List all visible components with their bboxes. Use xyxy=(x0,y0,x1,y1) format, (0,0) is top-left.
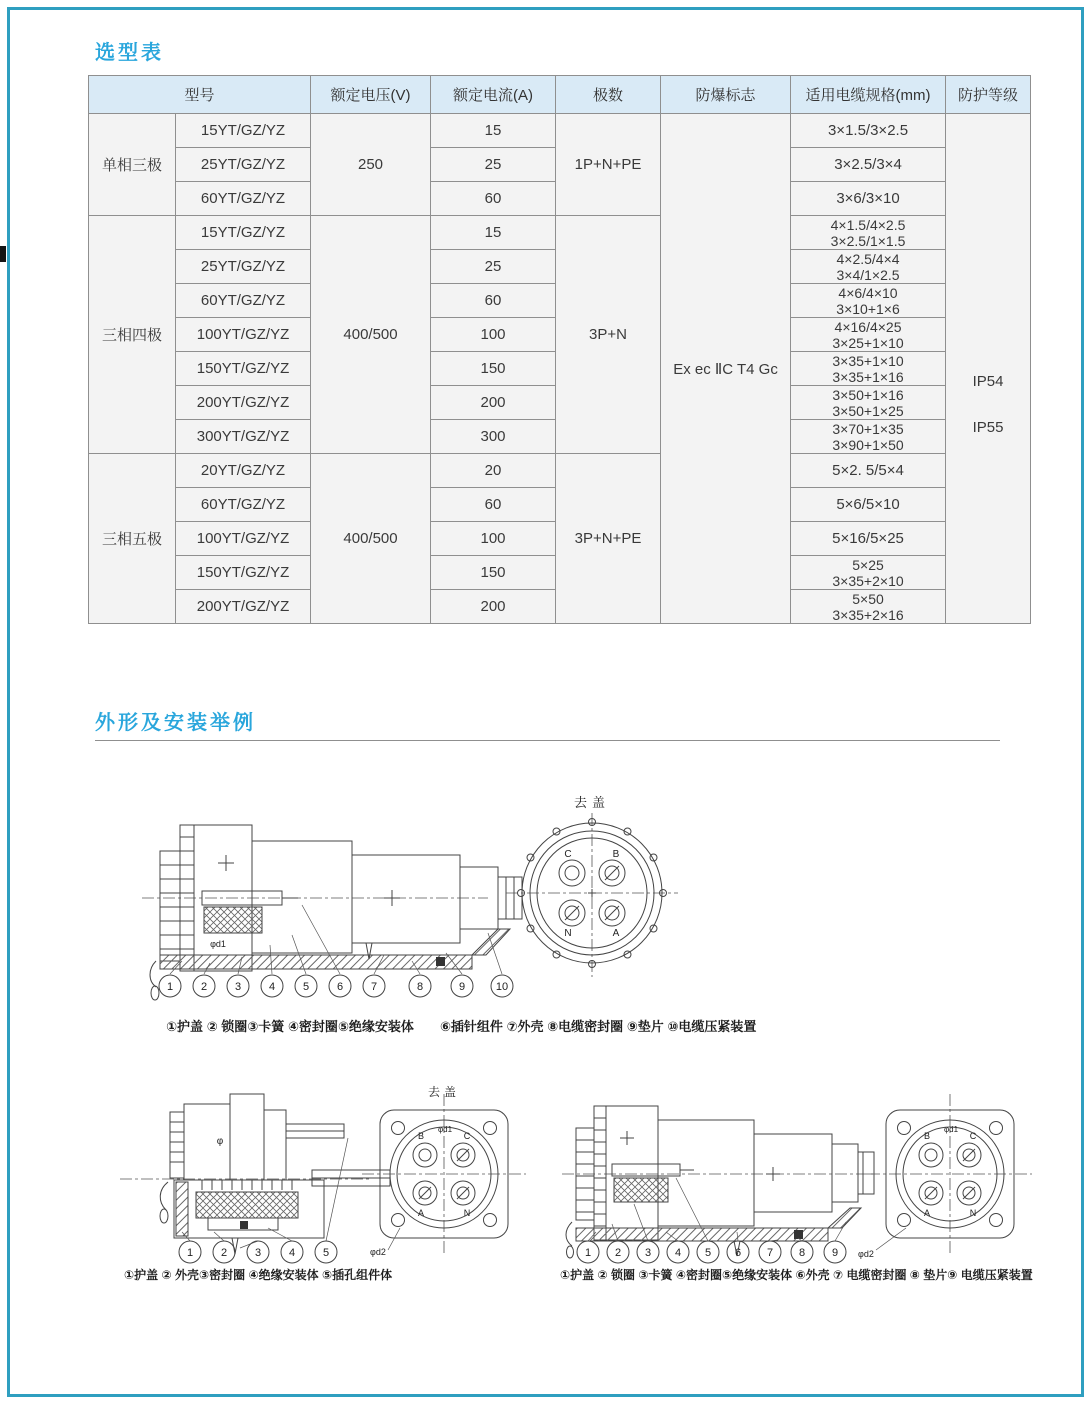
cell-cable: 4×2.5/4×4 3×4/1×2.5 xyxy=(791,250,946,284)
col-header-voltage: 额定电压(V) xyxy=(311,76,431,114)
cell-current: 60 xyxy=(431,488,556,522)
cover-removed-label: 去盖 xyxy=(427,1085,461,1099)
side-view-outline xyxy=(120,1094,390,1254)
figure-plug-cross-section xyxy=(140,793,680,1008)
callout-7: 7 xyxy=(766,1247,774,1259)
edge-binding-mark xyxy=(0,246,6,262)
cell-current: 300 xyxy=(431,420,556,454)
cell-ex-mark: Ex ec ⅡC T4 Gc xyxy=(661,114,791,624)
callout-3: 3 xyxy=(234,981,242,993)
col-header-current: 额定电流(A) xyxy=(431,76,556,114)
callout-1: 1 xyxy=(166,981,174,993)
col-header-model: 型号 xyxy=(89,76,311,114)
cell-model: 300YT/GZ/YZ xyxy=(176,420,311,454)
cell-cable: 3×70+1×35 3×90+1×50 xyxy=(791,420,946,454)
cell-model: 25YT/GZ/YZ xyxy=(176,148,311,182)
callout-2: 2 xyxy=(220,1247,228,1259)
cell-model: 15YT/GZ/YZ xyxy=(176,114,311,148)
callout-2: 2 xyxy=(614,1247,622,1259)
pin-label-n: N xyxy=(463,1208,471,1218)
cell-model: 150YT/GZ/YZ xyxy=(176,352,311,386)
table-row xyxy=(89,114,1031,148)
callout-9: 9 xyxy=(458,981,466,993)
callout-1: 1 xyxy=(584,1247,592,1259)
callouts xyxy=(179,1241,337,1263)
side-view-outline xyxy=(142,825,522,1000)
cell-current: 100 xyxy=(431,318,556,352)
figure-plug2-cross-section xyxy=(558,1082,1033,1267)
cell-current: 200 xyxy=(431,386,556,420)
figure-socket-cross-section xyxy=(112,1082,542,1267)
pin-label-b: B xyxy=(923,1131,931,1141)
cell-current: 150 xyxy=(431,556,556,590)
cell-current: 150 xyxy=(431,352,556,386)
cell-cable: 5×6/5×10 xyxy=(791,488,946,522)
figure1-caption: ①护盖 ② 锁圈③卡簧 ④密封圈⑤绝缘安装体 ⑥插针组件 ⑦外壳 ⑧电缆密封圈 ⑨垫片 ⑩电缆压紧装置 xyxy=(166,1019,757,1034)
cell-model: 100YT/GZ/YZ xyxy=(176,522,311,556)
protection-ip54: IP54 xyxy=(972,373,1004,390)
section-title-outline-examples: 外形及安装举例 xyxy=(95,712,256,734)
callout-5: 5 xyxy=(704,1247,712,1259)
cell-poles: 3P+N+PE xyxy=(556,454,661,624)
cell-cable: 4×16/4×25 3×25+1×10 xyxy=(791,318,946,352)
cell-cable: 3×35+1×10 3×35+1×16 xyxy=(791,352,946,386)
col-header-protection: 防护等级 xyxy=(946,76,1031,114)
cell-current: 20 xyxy=(431,454,556,488)
table-row xyxy=(89,216,1031,250)
cell-cable: 5×50 3×35+2×16 xyxy=(791,590,946,624)
side-view-outline xyxy=(562,1106,874,1258)
col-header-poles: 极数 xyxy=(556,76,661,114)
pin-label-c: C xyxy=(969,1131,977,1141)
pin-label-n: N xyxy=(564,928,572,939)
cell-current: 100 xyxy=(431,522,556,556)
cell-current: 200 xyxy=(431,590,556,624)
cell-model: 60YT/GZ/YZ xyxy=(176,182,311,216)
dim-phi-d2-label: φd2 xyxy=(858,1249,874,1259)
pin-label-a: A xyxy=(612,928,620,939)
cell-poles: 1P+N+PE xyxy=(556,114,661,216)
round-face-view xyxy=(506,795,678,977)
callouts xyxy=(159,975,513,997)
cell-voltage: 400/500 xyxy=(311,216,431,454)
plug-drawing-svg xyxy=(140,793,680,1008)
callout-2: 2 xyxy=(200,981,208,993)
cell-model: 60YT/GZ/YZ xyxy=(176,488,311,522)
protection-ip55: IP55 xyxy=(972,419,1004,436)
pin-label-a: A xyxy=(923,1208,931,1218)
callout-5: 5 xyxy=(302,981,310,993)
square-face-view xyxy=(858,1094,1032,1259)
cell-cable: 4×6/4×10 3×10+1×6 xyxy=(791,284,946,318)
cell-protection xyxy=(946,114,1031,624)
dim-phi-d2-label: φd2 xyxy=(370,1247,386,1257)
pin-label-a: A xyxy=(417,1208,425,1218)
figure3-caption: ①护盖 ② 锁圈 ③卡簧 ④密封圈⑤绝缘安装体 ⑥外壳 ⑦ 电缆密封圈 ⑧ 垫片⑨ 电缆压紧装置 xyxy=(560,1268,1033,1282)
cell-cable: 5×16/5×25 xyxy=(791,522,946,556)
callout-4: 4 xyxy=(268,981,276,993)
cell-current: 15 xyxy=(431,114,556,148)
pin-label-b: B xyxy=(612,849,620,860)
dim-phi-d1-label: φd1 xyxy=(210,939,226,949)
pin-label-b: B xyxy=(417,1131,425,1141)
cell-current: 15 xyxy=(431,216,556,250)
cell-cable: 5×2. 5/5×4 xyxy=(791,454,946,488)
table-header-row xyxy=(89,76,1031,114)
cell-model: 200YT/GZ/YZ xyxy=(176,590,311,624)
figure2-caption: ①护盖 ② 外壳③密封圈 ④绝缘安装体 ⑤插孔组件体 xyxy=(124,1268,393,1282)
cell-current: 25 xyxy=(431,148,556,182)
cell-group-label: 三相四极 xyxy=(89,216,176,454)
cell-cable: 3×6/3×10 xyxy=(791,182,946,216)
cell-voltage: 250 xyxy=(311,114,431,216)
cell-current: 60 xyxy=(431,182,556,216)
callout-10: 10 xyxy=(495,981,509,993)
pin-label-c: C xyxy=(463,1131,471,1141)
callout-6: 6 xyxy=(336,981,344,993)
selection-table xyxy=(88,75,1031,624)
cell-model: 100YT/GZ/YZ xyxy=(176,318,311,352)
section-divider xyxy=(95,740,1000,741)
plug2-drawing-svg xyxy=(558,1082,1033,1267)
callout-1: 1 xyxy=(186,1247,194,1259)
callout-7: 7 xyxy=(370,981,378,993)
cell-model: 200YT/GZ/YZ xyxy=(176,386,311,420)
cell-cable: 3×2.5/3×4 xyxy=(791,148,946,182)
cell-cable: 5×25 3×35+2×10 xyxy=(791,556,946,590)
callout-4: 4 xyxy=(674,1247,682,1259)
pin-label-c: C xyxy=(564,849,572,860)
dim-phi-d1-label: φd1 xyxy=(437,1125,453,1134)
cell-cable: 3×50+1×16 3×50+1×25 xyxy=(791,386,946,420)
callout-8: 8 xyxy=(798,1247,806,1259)
cell-group-label: 单相三极 xyxy=(89,114,176,216)
pin-label-n: N xyxy=(969,1208,977,1218)
cell-cable: 3×1.5/3×2.5 xyxy=(791,114,946,148)
cell-model: 25YT/GZ/YZ xyxy=(176,250,311,284)
callout-5: 5 xyxy=(322,1247,330,1259)
col-header-exmark: 防爆标志 xyxy=(661,76,791,114)
cell-group-label: 三相五极 xyxy=(89,454,176,624)
col-header-cable: 适用电缆规格(mm) xyxy=(791,76,946,114)
cell-current: 25 xyxy=(431,250,556,284)
table-row xyxy=(89,454,1031,488)
dim-phi-label: φ xyxy=(216,1136,224,1147)
callout-3: 3 xyxy=(254,1247,262,1259)
cell-model: 60YT/GZ/YZ xyxy=(176,284,311,318)
cell-model: 20YT/GZ/YZ xyxy=(176,454,311,488)
section-title-selection-table: 选型表 xyxy=(95,42,164,64)
cell-model: 15YT/GZ/YZ xyxy=(176,216,311,250)
cell-poles: 3P+N xyxy=(556,216,661,454)
callout-6: 6 xyxy=(734,1247,742,1259)
cell-cable: 4×1.5/4×2.5 3×2.5/1×1.5 xyxy=(791,216,946,250)
cell-voltage: 400/500 xyxy=(311,454,431,624)
callout-8: 8 xyxy=(416,981,424,993)
cell-model: 150YT/GZ/YZ xyxy=(176,556,311,590)
dim-phi-d1-label: φd1 xyxy=(943,1125,959,1134)
cell-current: 60 xyxy=(431,284,556,318)
socket-drawing-svg xyxy=(112,1082,542,1267)
callout-9: 9 xyxy=(831,1247,839,1259)
callouts xyxy=(577,1241,846,1263)
callout-4: 4 xyxy=(288,1247,296,1259)
cover-removed-label: 去盖 xyxy=(573,795,611,810)
callout-3: 3 xyxy=(644,1247,652,1259)
